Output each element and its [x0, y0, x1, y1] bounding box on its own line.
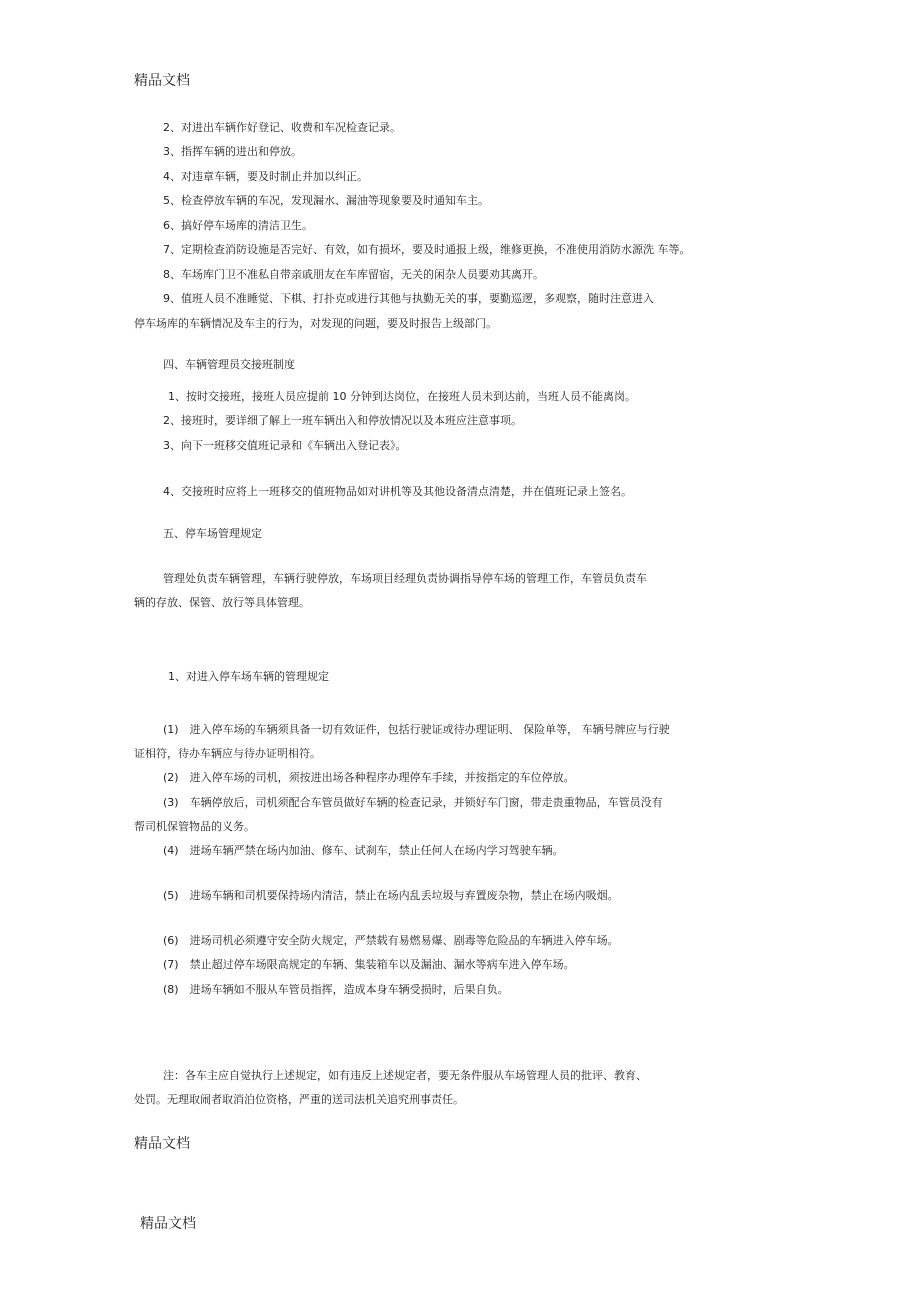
rule-2: (2) 进入停车场的司机，须按进出场各种程序办理停车手续，并按指定的车位停放。	[163, 771, 575, 784]
handover-item-4: 4、交接班时应将上一班移交的值班物品如对讲机等及其他设备清点清楚，并在值班记录上签名。	[163, 485, 632, 498]
entry-rules-title: 1、对进入停车场车辆的管理规定	[168, 670, 329, 683]
handover-item-2: 2、接班时，要详细了解上一班车辆出入和停放情况以及本班应注意事项。	[163, 414, 522, 427]
handover-item-1: 1、按时交接班，接班人员应提前 10 分钟到达岗位，在接班人员未到达前，当班人员不能离岗。	[168, 390, 636, 403]
duty-item-4: 4、对违章车辆，要及时制止并加以纠正。	[163, 170, 368, 183]
note-line-2: 处罚。无理取闹者取消泊位资格，严重的送司法机关追究刑事责任。	[134, 1093, 464, 1106]
duty-item-9-line-2: 停车场库的车辆情况及车主的行为，对发现的问题，要及时报告上级部门。	[134, 317, 497, 330]
next-page-header-mark: 精品文档	[140, 1216, 196, 1232]
page-header-mark: 精品文档	[134, 73, 190, 89]
section-five-title: 五、停车场管理规定	[163, 527, 262, 540]
section-five-intro-line-2: 辆的存放、保管、放行等具体管理。	[134, 596, 310, 609]
rule-3-line-2: 帮司机保管物品的义务。	[134, 820, 255, 833]
duty-item-5: 5、检查停放车辆的车况，发现漏水、漏油等现象要及时通知车主。	[163, 194, 489, 207]
rule-7: (7) 禁止超过停车场限高规定的车辆、集装箱车以及漏油、漏水等病车进入停车场。	[163, 958, 575, 971]
duty-item-6: 6、搞好停车场库的清洁卫生。	[163, 219, 313, 232]
duty-item-7: 7、定期检查消防设施是否完好、有效，如有损坏，要及时通报上级，维修更换，不准使用消防水源洗 车等。	[163, 243, 691, 256]
rule-4: (4) 进场车辆严禁在场内加油、修车、试刹车，禁止任何人在场内学习驾驶车辆。	[163, 844, 564, 857]
rule-8: (8) 进场车辆如不服从车管员指挥，造成本身车辆受损时，后果自负。	[163, 983, 509, 996]
section-five-intro-line-1: 管理处负责车辆管理，车辆行驶停放，车场项目经理负责协调指导停车场的管理工作，车管员负责车	[163, 572, 647, 585]
duty-item-2: 2、对进出车辆作好登记、收费和车况检查记录。	[163, 121, 401, 134]
handover-item-3: 3、向下一班移交值班记录和《车辆出入登记表》。	[163, 439, 407, 452]
rule-1-line-1: (1) 进入停车场的车辆须具备一切有效证件，包括行驶证或待办理证明、 保险单等， 车辆号牌应与行驶	[163, 723, 670, 736]
note-line-1: 注：各车主应自觉执行上述规定，如有违反上述规定者，要无条件服从车场管理人员的批评、教育、	[163, 1069, 647, 1082]
rule-6: (6) 进场司机必须遵守安全防火规定，严禁载有易燃易爆、剧毒等危险品的车辆进入停车场。	[163, 934, 619, 947]
rule-5: (5) 进场车辆和司机要保持场内清洁，禁止在场内乱丢垃圾与弃置废杂物，禁止在场内吸烟。	[163, 889, 619, 902]
duty-item-3: 3、指挥车辆的进出和停放。	[163, 145, 302, 158]
page-footer-mark: 精品文档	[134, 1136, 190, 1152]
duty-item-9-line-1: 9、值班人员不准睡觉、下棋、打扑克或进行其他与执勤无关的事，要勤巡逻，多观察，随时注意进入	[163, 292, 654, 305]
duty-item-8: 8、车场库门卫不准私自带亲戚朋友在车库留宿，无关的闲杂人员要劝其离开。	[163, 268, 544, 281]
section-four-title: 四、车辆管理员交接班制度	[163, 358, 295, 371]
rule-1-line-2: 证相符，待办车辆应与待办证明相符。	[134, 747, 321, 760]
rule-3-line-1: (3) 车辆停放后，司机须配合车管员做好车辆的检查记录，并锁好车门窗，带走贵重物品，车管员没有	[163, 796, 663, 809]
